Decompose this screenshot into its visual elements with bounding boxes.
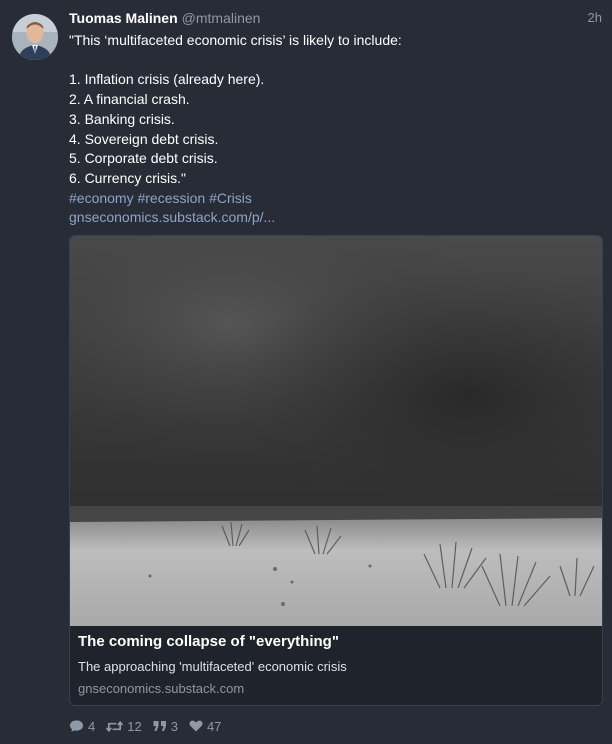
reply-count: 4 <box>88 718 96 734</box>
reply-button[interactable] <box>69 719 95 734</box>
paragraph-gap <box>69 51 594 71</box>
list-item: 3. Banking crisis. <box>69 110 175 127</box>
list-item: 1. Inflation crisis (already here). <box>69 71 265 88</box>
avatar[interactable] <box>12 14 58 60</box>
favourite-button[interactable] <box>189 719 221 734</box>
boost-icon <box>106 720 123 733</box>
author-display-name[interactable]: Tuomas Malinen <box>69 10 178 26</box>
hashtag-crisis[interactable]: #Crisis <box>209 189 252 206</box>
list-item: 6. Currency crisis." <box>69 169 186 186</box>
hashtag-economy[interactable]: #economy <box>69 189 134 206</box>
quote-button[interactable] <box>153 719 178 734</box>
status-intro: "This ‘multifaceted economic crisis’ is likely to include: <box>69 32 402 48</box>
list-item: 2. A financial crash. <box>69 91 190 108</box>
reply-icon <box>69 719 84 733</box>
hashtag-line <box>69 189 594 209</box>
list-item: 5. Corporate debt crisis. <box>69 150 218 167</box>
link-preview-card[interactable] <box>69 235 603 706</box>
status-header <box>69 10 602 30</box>
boost-count: 12 <box>127 718 142 734</box>
quote-icon <box>153 720 167 732</box>
card-title[interactable]: The coming collapse of "everything" <box>78 633 339 650</box>
card-url[interactable]: gnseconomics.substack.com <box>78 681 245 696</box>
status-content <box>69 31 594 228</box>
card-description: The approaching 'multifaceted' economic crisis <box>78 659 347 674</box>
hashtag-recession[interactable]: #recession <box>137 189 206 206</box>
boost-button[interactable] <box>106 719 141 734</box>
author-handle[interactable]: @mtmalinen <box>181 10 261 26</box>
card-image <box>70 236 602 626</box>
avatar-image <box>12 14 58 60</box>
status-actions <box>69 717 232 735</box>
favourite-count: 47 <box>206 718 222 734</box>
heart-icon <box>189 720 203 732</box>
list-item: 4. Sovereign debt crisis. <box>69 130 219 147</box>
article-link[interactable]: gnseconomics.substack.com/p/... <box>69 209 276 226</box>
quote-count: 3 <box>170 718 178 734</box>
timestamp[interactable]: 2h <box>587 10 602 25</box>
